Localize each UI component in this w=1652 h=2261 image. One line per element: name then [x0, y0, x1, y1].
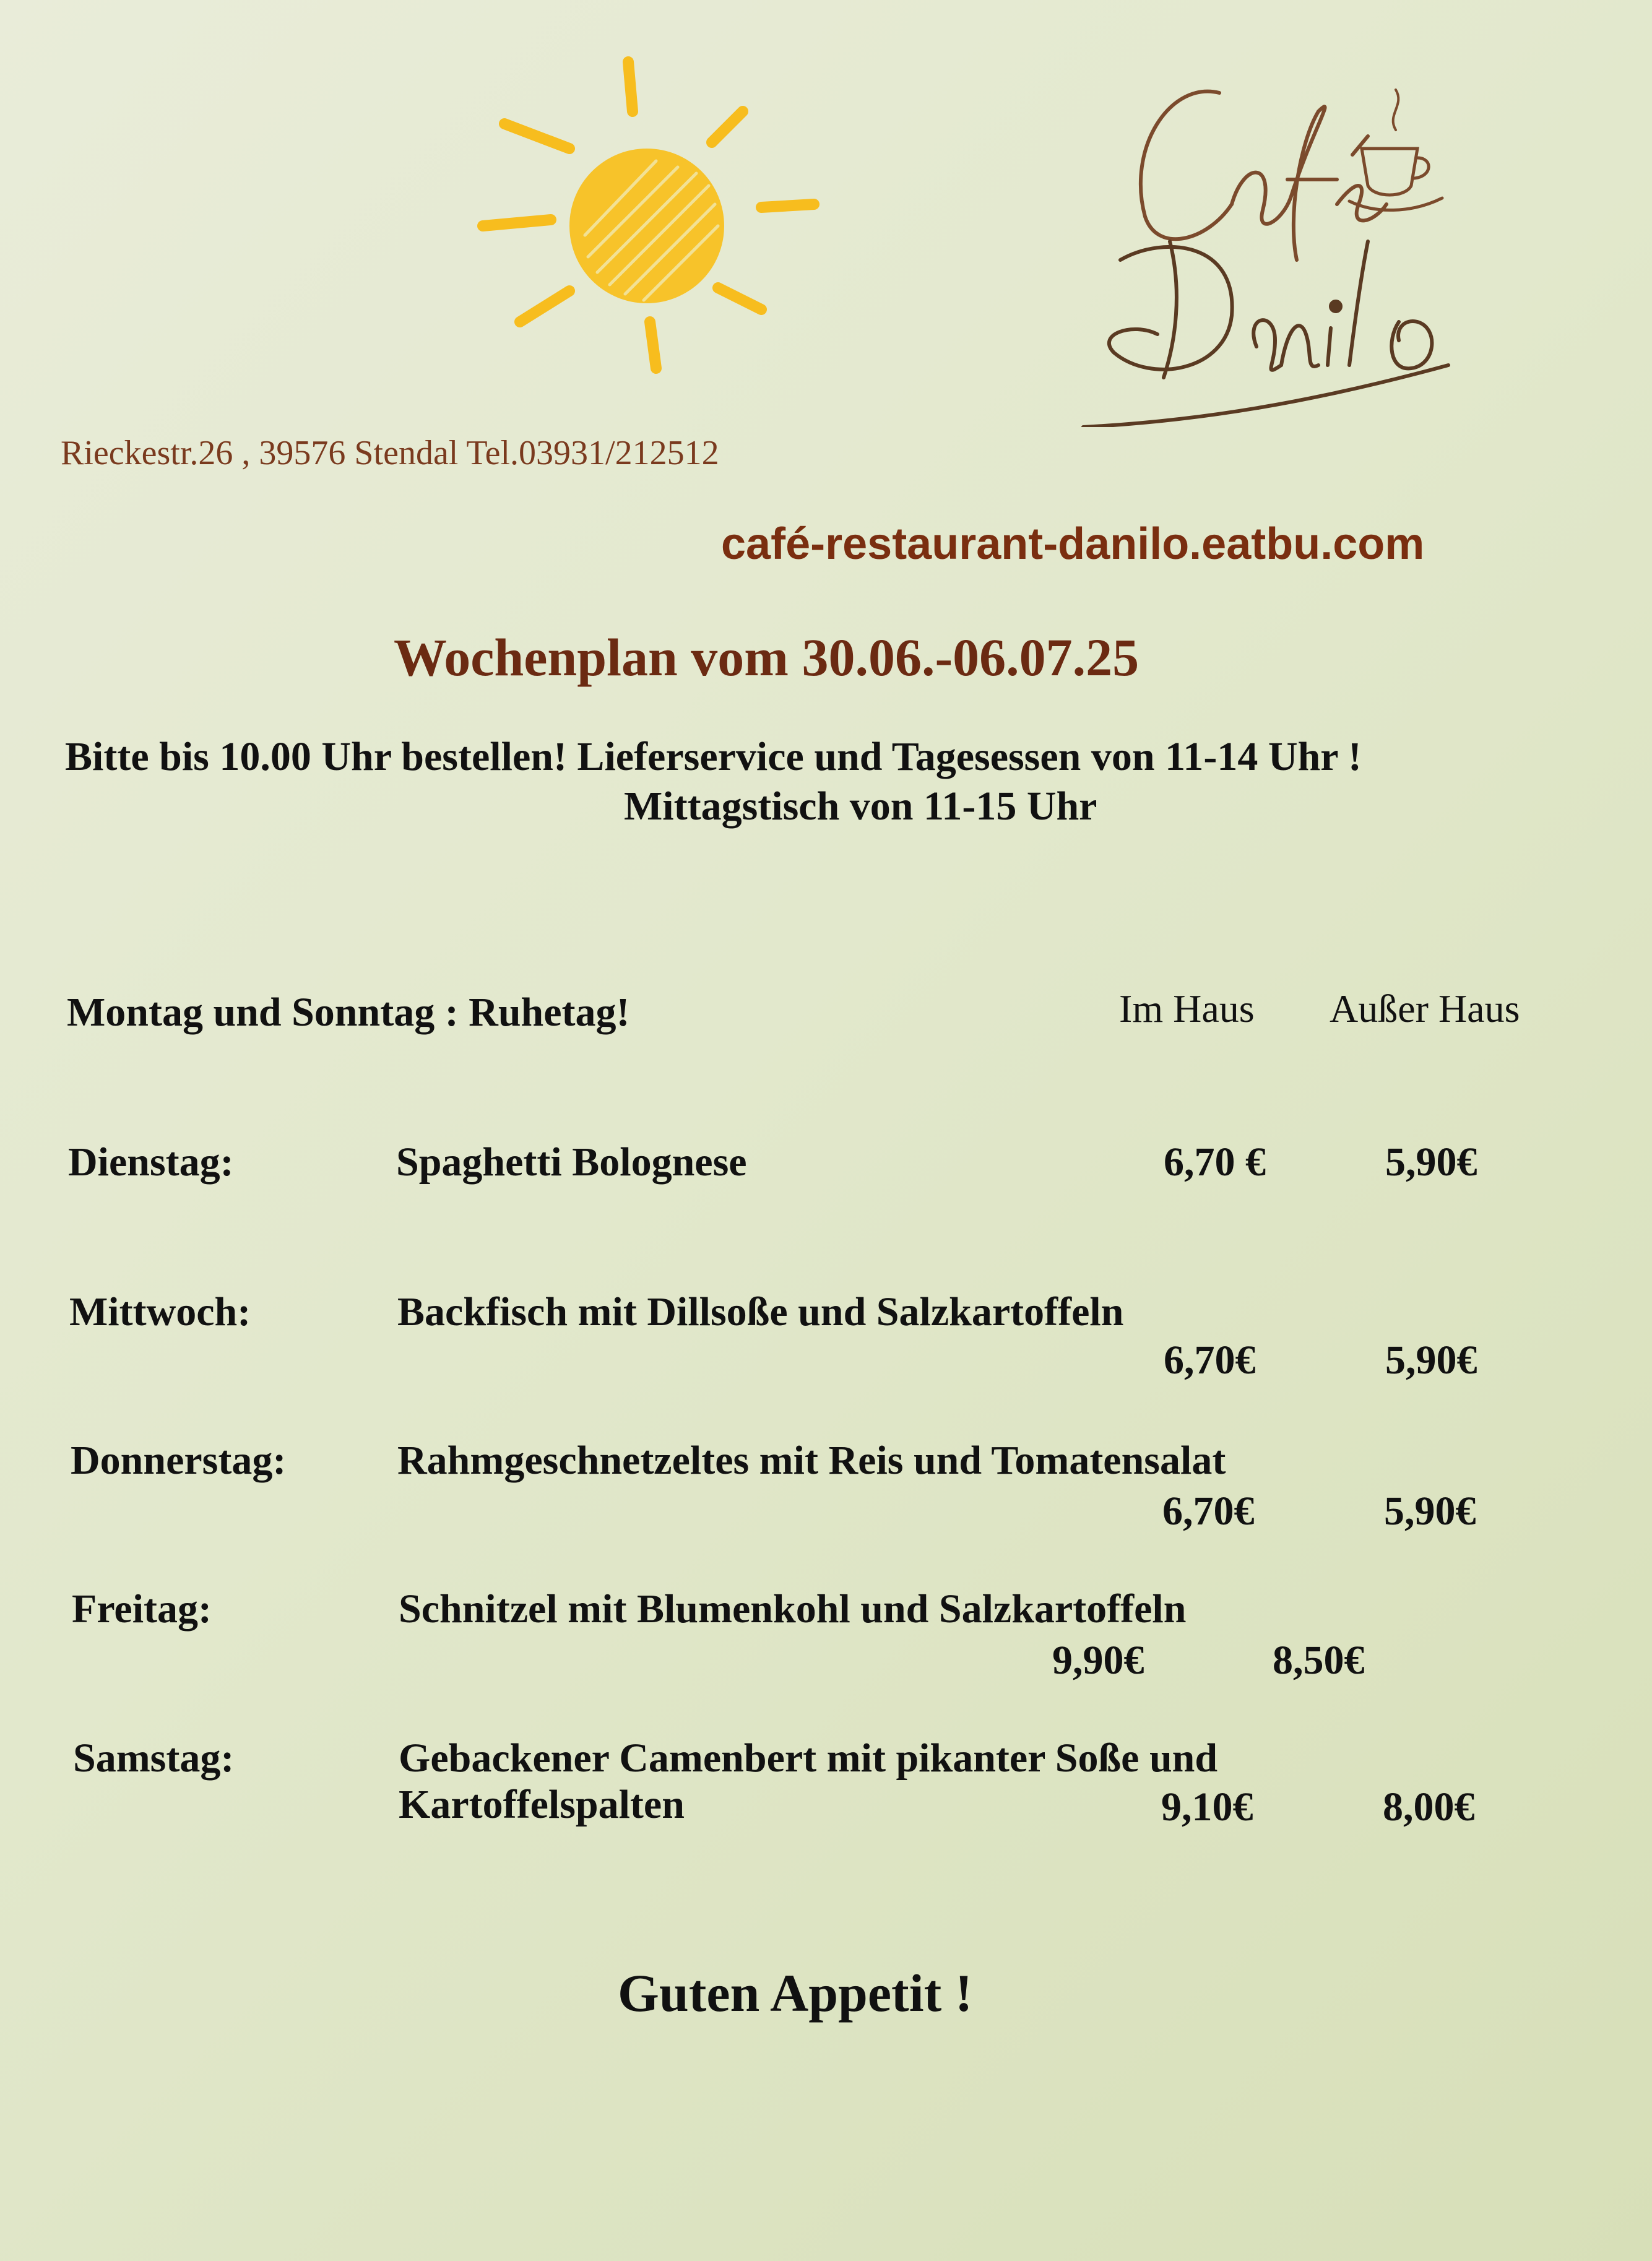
address-phone: Rieckestr.26 , 39576 Stendal Tel.03931/212512 — [61, 434, 719, 472]
price-takeaway: 5,90€ — [1385, 1338, 1477, 1383]
dish-name: Backfisch mit Dillsoße und Salzkartoffeln — [397, 1289, 1124, 1334]
day-label: Freitag: — [72, 1586, 212, 1632]
dish-name: Gebackener Camenbert mit pikanter Soße und — [399, 1736, 1218, 1781]
price-in-house: 9,90€ — [1052, 1638, 1144, 1683]
column-header-takeaway: Außer Haus — [1330, 987, 1520, 1031]
price-in-house: 6,70 € — [1164, 1139, 1266, 1185]
price-takeaway: 5,90€ — [1384, 1489, 1476, 1534]
price-in-house: 6,70€ — [1162, 1489, 1255, 1534]
sun-icon — [470, 50, 829, 384]
price-takeaway: 8,00€ — [1383, 1784, 1475, 1830]
dish-name: Rahmgeschnetzeltes mit Reis und Tomatensalat — [397, 1438, 1226, 1483]
dish-name: Schnitzel mit Blumenkohl und Salzkartoffeln — [399, 1586, 1187, 1632]
closed-days-note: Montag und Sonntag : Ruhetag! — [67, 990, 630, 1035]
price-in-house: 6,70€ — [1164, 1338, 1256, 1383]
day-label: Mittwoch: — [69, 1289, 251, 1334]
lunch-hours-notice: Mittagstisch von 11-15 Uhr — [624, 784, 1097, 829]
footer-greeting: Guten Appetit ! — [618, 1963, 973, 2023]
cafe-danilo-logo — [1077, 56, 1510, 427]
website-link[interactable]: café-restaurant-danilo.eatbu.com — [721, 519, 1425, 569]
column-header-in-house: Im Haus — [1119, 987, 1255, 1031]
dish-name-line2: Kartoffelspalten — [399, 1782, 685, 1827]
price-takeaway: 5,90€ — [1385, 1139, 1477, 1185]
page-title: Wochenplan vom 30.06.-06.07.25 — [394, 628, 1140, 687]
day-label: Samstag: — [73, 1736, 235, 1781]
price-takeaway: 8,50€ — [1273, 1638, 1365, 1683]
day-label: Donnerstag: — [71, 1438, 287, 1483]
day-label: Dienstag: — [68, 1139, 234, 1185]
order-notice: Bitte bis 10.00 Uhr bestellen! Lieferservice und Tagesessen von 11-14 Uhr ! — [65, 734, 1362, 779]
price-in-house: 9,10€ — [1161, 1784, 1253, 1830]
dish-name: Spaghetti Bolognese — [396, 1139, 747, 1185]
